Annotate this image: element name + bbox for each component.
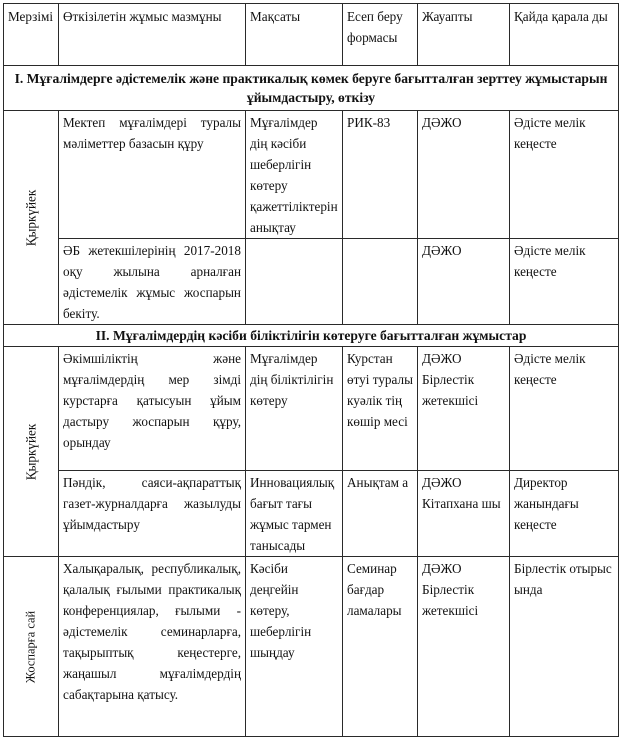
- section-heading-row: [4, 66, 619, 111]
- where-cell: Әдісте мелік кеңесте: [510, 239, 619, 325]
- report-cell: РИК-83: [343, 111, 418, 239]
- content-cell: Әкімшіліктің және мұғалімдердің мер зімді курстарға қатысуын ұйым дастыру жоспарын құру, орындау: [59, 347, 246, 471]
- responsible-cell: ДӘЖО: [418, 111, 510, 239]
- report-cell: Курстан өтуі туралы куәлік тің көшір месі: [343, 347, 418, 471]
- section-2-title: II. Мұғалімдердің кәсіби біліктілігін көтеруге бағытталған жұмыстар: [4, 325, 619, 347]
- where-cell: Әдісте мелік кеңесте: [510, 111, 619, 239]
- table-header-row: [4, 4, 619, 66]
- header-period: Мерзімі: [4, 4, 59, 66]
- where-cell: Бірлестік отырысында: [510, 557, 619, 737]
- period-label: Жоспарға сай: [23, 610, 38, 683]
- header-responsible: Жауапты: [418, 4, 510, 66]
- period-label: Қыркүйек: [23, 189, 39, 246]
- table-row: [4, 239, 619, 325]
- table-row: [4, 111, 619, 239]
- goal-cell: Мұғалімдер дің біліктілігін көтеру: [246, 347, 343, 471]
- work-plan-table: [3, 3, 619, 737]
- document-page: [3, 3, 618, 737]
- content-cell: Пәндік, саяси-ақпараттық газет-журналдарға жазылуды ұйымдастыру: [59, 471, 246, 557]
- responsible-cell: ДӘЖО Бірлестік жетекшісі: [418, 347, 510, 471]
- content-cell: Халықаралық, республикалық, қалалық ғылыми практикалық конференциялар, ғылыми - әдістемелік семинарларға, тақырыптық кеңестерге, жаңашыл мұғалімдердің сабақтарына қатысу.: [59, 557, 246, 737]
- table-row: [4, 347, 619, 471]
- period-label: Қыркүйек: [23, 423, 39, 480]
- table-row: [4, 471, 619, 557]
- table-row: [4, 557, 619, 737]
- content-cell: ӘБ жетекшілерінің 2017-2018 оқу жылына арналған әдістемелік жұмыс жоспарын бекіту.: [59, 239, 246, 325]
- goal-cell: Кәсіби деңгейін көтеру, шеберлігін шыңдау: [246, 557, 343, 737]
- responsible-cell: ДӘЖО Кітапхана шы: [418, 471, 510, 557]
- goal-cell: Инновациялық бағыт тағы жұмыс тармен танысады: [246, 471, 343, 557]
- content-cell: Мектеп мұғалімдері туралы мәліметтер базасын құру: [59, 111, 246, 239]
- section-1-title: I. Мұғалімдерге әдістемелік және практикалық көмек беруге бағытталған зерттеу жұмыстарын ұйымдастыру, өткізу: [4, 66, 619, 111]
- period-cell: [4, 557, 59, 737]
- where-cell: Директор жанындағы кеңесте: [510, 471, 619, 557]
- goal-cell: Мұғалімдер дің кәсіби шеберлігін көтеру қажеттіліктерін анықтау: [246, 111, 343, 239]
- header-where-reviewed: Қайда қарала ды: [510, 4, 619, 66]
- goal-cell: [246, 239, 343, 325]
- report-cell: Семинар бағдар ламалары: [343, 557, 418, 737]
- period-cell: [4, 111, 59, 325]
- header-report-form: Есеп беру формасы: [343, 4, 418, 66]
- report-cell: [343, 239, 418, 325]
- header-goal: Мақсаты: [246, 4, 343, 66]
- report-cell: Анықтам а: [343, 471, 418, 557]
- section-heading-row: [4, 325, 619, 347]
- where-cell: Әдісте мелік кеңесте: [510, 347, 619, 471]
- responsible-cell: ДӘЖО Бірлестік жетекшісі: [418, 557, 510, 737]
- period-cell: [4, 347, 59, 557]
- responsible-cell: ДӘЖО: [418, 239, 510, 325]
- header-content: Өткізілетін жұмыс мазмұны: [59, 4, 246, 66]
